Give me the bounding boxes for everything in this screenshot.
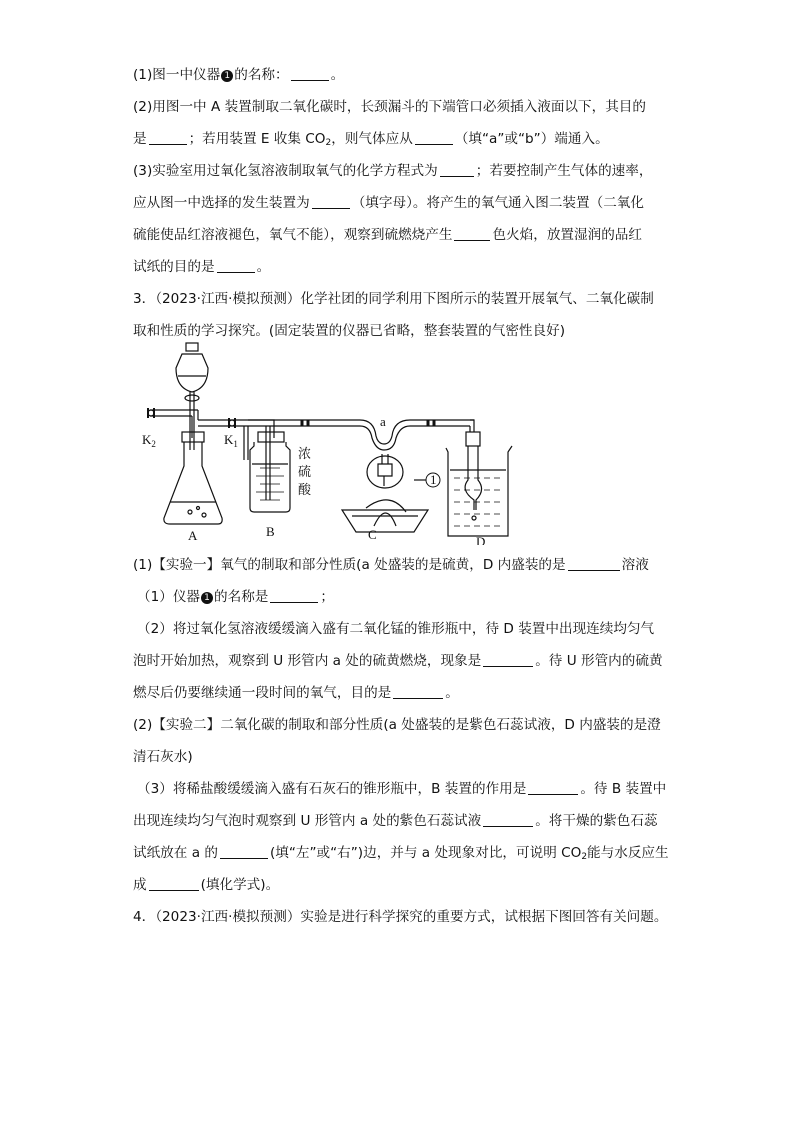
- text: ；若用装置 E 收集 CO: [188, 131, 326, 147]
- answer-blank[interactable]: [291, 68, 329, 81]
- label-B: B: [266, 524, 275, 539]
- label-D: D: [476, 534, 486, 545]
- subscript: 2: [581, 852, 588, 862]
- q3-sub-3-line-1: [137, 780, 666, 798]
- text: 的名称：: [234, 67, 289, 83]
- u-tube-c: [360, 420, 474, 450]
- q3-sub-3-line-4: [133, 876, 279, 894]
- text: 。: [330, 67, 345, 83]
- label-k2: $K_2$: [142, 432, 156, 449]
- apparatus-figure: [120, 340, 550, 545]
- q3-experiment-1: [133, 556, 649, 574]
- q2-line-2: (2)用图一中 A 装置制取二氧化碳时，长颈漏斗的下端管口必须插入液面以下，其目的: [133, 99, 646, 115]
- text: 色火焰，放置湿润的品红: [492, 227, 642, 243]
- text: 出现连续均匀气泡时观察到 U 形管内 a 处的紫色石蕊试液: [133, 813, 482, 829]
- text: 试纸的目的是: [133, 259, 215, 275]
- text: （3）将稀盐酸缓缓滴入盛有石灰石的锥形瓶中，B 装置的作用是: [137, 781, 527, 797]
- label-circle-number: 1: [430, 472, 437, 487]
- text: 的名称是: [214, 589, 269, 605]
- answer-blank[interactable]: [312, 196, 350, 209]
- text: 成: [133, 877, 147, 893]
- q3-heading-line-2: 取和性质的学习探究。(固定装置的仪器已省略，整套装置的气密性良好): [133, 323, 566, 339]
- text: 。: [445, 685, 459, 701]
- answer-blank[interactable]: [220, 846, 268, 859]
- alcohol-lamp-c: [342, 454, 428, 532]
- k2-side-tube: [150, 410, 198, 416]
- subscript: 2: [325, 138, 332, 148]
- text: ，则气体应从: [331, 131, 413, 147]
- text: 是: [133, 131, 147, 147]
- answer-blank[interactable]: [149, 132, 187, 145]
- answer-blank[interactable]: [528, 782, 578, 795]
- answer-blank[interactable]: [483, 814, 533, 827]
- text: ；若要控制产生气体的速率，: [475, 163, 653, 179]
- text: 能与水反应生: [587, 845, 669, 861]
- text: (填化学式)。: [200, 877, 280, 893]
- conical-flask-a: [164, 432, 222, 524]
- answer-blank[interactable]: [393, 686, 443, 699]
- label-k1: $K_1$: [224, 432, 238, 449]
- q2-line-1: [133, 66, 344, 84]
- valve-k1: [229, 418, 235, 428]
- text: 燃尽后仍要继续通一段时间的氧气，目的是: [133, 685, 392, 701]
- q2-line-7: [133, 258, 270, 276]
- answer-blank[interactable]: [454, 228, 490, 241]
- q3-experiment-2-line-2: 清石灰水): [133, 749, 193, 765]
- text: 。待 U 形管内的硫黄: [535, 653, 663, 669]
- text: 硫能使品红溶液褪色，氧气不能），观察到硫燃烧产生: [133, 227, 453, 243]
- text: (填“左”或“右”)边，并与 a 处现象对比，可说明 CO: [269, 845, 582, 861]
- answer-blank[interactable]: [217, 260, 255, 273]
- circled-number-1: 1: [221, 70, 233, 82]
- gas-washing-bottle-b: [244, 420, 290, 512]
- answer-blank[interactable]: [270, 590, 318, 603]
- q3-experiment-2-line-1: (2)【实验二】二氧化碳的制取和部分性质(a 处盛装的是紫色石蕊试液，D 内盛装的是澄: [133, 717, 661, 733]
- q3-sub-2-line-3: [133, 684, 459, 702]
- text: 。待 B 装置中: [580, 781, 667, 797]
- label-acid-3: 酸: [298, 483, 312, 498]
- answer-blank[interactable]: [440, 164, 474, 177]
- circled-number-1: 1: [201, 592, 213, 604]
- valve-k2: [148, 408, 154, 418]
- text: 试纸放在 a 的: [133, 845, 218, 861]
- text: 。: [256, 259, 271, 275]
- answer-blank[interactable]: [415, 132, 453, 145]
- q2-line-4: [133, 162, 652, 180]
- text: 。将干燥的紫色石蕊: [535, 813, 658, 829]
- q4-heading: 4．（2023·江西·模拟预测）实验是进行科学探究的重要方式，试根据下图回答有关问题。: [133, 909, 668, 925]
- text: 泡时开始加热，观察到 U 形管内 a 处的硫黄燃烧，现象是: [133, 653, 482, 669]
- q2-line-6: [133, 226, 642, 244]
- answer-blank[interactable]: [483, 654, 533, 667]
- label-A: A: [188, 528, 198, 543]
- text: (3)实验室用过氧化氢溶液制取氧气的化学方程式为: [133, 163, 438, 179]
- answer-blank[interactable]: [149, 878, 199, 891]
- beaker-d: [446, 432, 512, 536]
- q3-sub-2-line-1: （2）将过氧化氢溶液缓缓滴入盛有二氧化锰的锥形瓶中，待 D 装置中出现连续均匀气: [137, 621, 655, 637]
- text: 应从图一中选择的发生装置为: [133, 195, 310, 211]
- answer-blank[interactable]: [568, 558, 620, 571]
- label-acid-1: 浓: [298, 447, 312, 462]
- q3-heading-line-1: 3．（2023·江西·模拟预测）化学社团的同学利用下图所示的装置开展氧气、二氧化碳制: [133, 291, 654, 307]
- label-acid-2: 硫: [298, 465, 312, 480]
- text: (1)图一中仪器: [133, 67, 221, 83]
- label-C: C: [368, 527, 377, 542]
- text: （填字母）。将产生的氧气通入图二装置（二氧化: [351, 195, 644, 211]
- q3-sub-1: [137, 588, 334, 606]
- text: （填“a”或“b”）端通入。: [454, 131, 609, 147]
- text: ；: [320, 589, 334, 605]
- text: （1）仪器: [137, 589, 201, 605]
- q2-line-5: [133, 194, 644, 212]
- q3-sub-3-line-2: [133, 812, 658, 830]
- text: 溶液: [621, 557, 649, 573]
- text: (1)【实验一】氧气的制取和部分性质(a 处盛装的是硫黄，D 内盛装的是: [133, 557, 566, 573]
- q3-sub-2-line-2: [133, 652, 663, 670]
- q3-sub-3-line-3: [133, 844, 669, 862]
- label-a: a: [380, 414, 386, 429]
- q2-line-3: [133, 130, 609, 148]
